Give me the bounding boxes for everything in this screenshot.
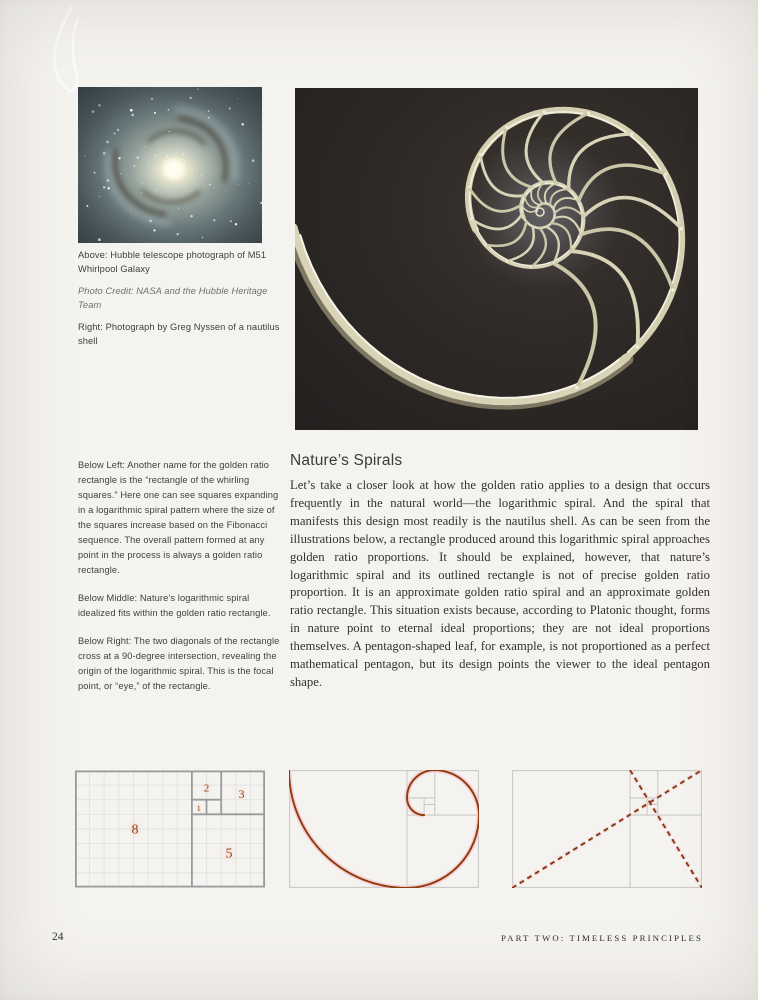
- page-number: 24: [52, 931, 64, 943]
- nautilus-photo: [295, 88, 698, 430]
- fibonacci-unit-grid: [75, 771, 265, 888]
- fib-label-3: 3: [238, 787, 245, 801]
- article-body: Let’s take a closer look at how the golden ratio applies to a design that occurs frequently in the natural world—the logarithmic spiral. And the spiral that manifests this design most readily is the nautilus shell. As can be seen from the illustrations below, a rectangle produced around this logarithmic spiral approaches golden ratio proportions. It should be explained, however, that nature’s logarithmic spiral and its outlined rectangle is not of precise golden ratio proportion. It is an approximate golden ratio spiral and an approximate golden ratio rectangle. This situation exists because, according to Platonic thought, forms in nature point to eternal ideal proportions; they are not ideal proportions themselves. A pentagon-shaped leaf, for example, is not proportioned as a perfect mathematical pentagon, but its design points the viewer to the ideal pentagon shape.: [290, 478, 710, 689]
- fib-label-8: 8: [131, 822, 139, 838]
- diagram-captions: [78, 458, 284, 694]
- caption-below-middle: Below Middle: Nature’s logarithmic spiral idealized fits within the golden ratio rectangle.: [78, 593, 271, 618]
- fib-label-5: 5: [225, 846, 233, 862]
- caption-above: Above: Hubble telescope photograph of M51 Whirlpool Galaxy: [78, 250, 267, 274]
- diagonal-lines: [512, 770, 702, 888]
- galaxy-photo: [78, 87, 262, 243]
- fib-label-1: 1: [196, 803, 201, 813]
- fib-label-2: 2: [203, 782, 210, 795]
- diagram-diagonals: [512, 770, 702, 888]
- diagram-fibonacci-squares: [75, 770, 265, 888]
- photo-captions: [78, 249, 280, 348]
- diagram-golden-spiral: [289, 770, 479, 888]
- caption-below-right: Below Right: The two diagonals of the rectangle cross at a 90-degree intersection, revealing the origin of the logarithmic spiral. This is the focal point, or “eye,” of the rectangle.: [78, 636, 280, 691]
- article: [290, 452, 710, 692]
- running-footer: PART TWO: TIMELESS PRINCIPLES: [500, 933, 703, 943]
- article-heading: Nature’s Spirals: [290, 452, 403, 469]
- caption-photo-credit: Photo Credit: NASA and the Hubble Heritage Team: [78, 286, 268, 310]
- spiral-glow: [289, 770, 479, 888]
- galaxy-core: [164, 159, 184, 179]
- caption-below-left: Below Left: Another name for the golden ratio rectangle is the “rectangle of the whirling squares.” Here one can see squares expanding in a logarithmic spiral pattern where the size of the squares increase based on the Fibonacci sequence. The overall pattern formed at any point in the process is always a golden ratio rectangle.: [78, 460, 279, 575]
- caption-right: Right: Photograph by Greg Nyssen of a nautilus shell: [78, 322, 280, 346]
